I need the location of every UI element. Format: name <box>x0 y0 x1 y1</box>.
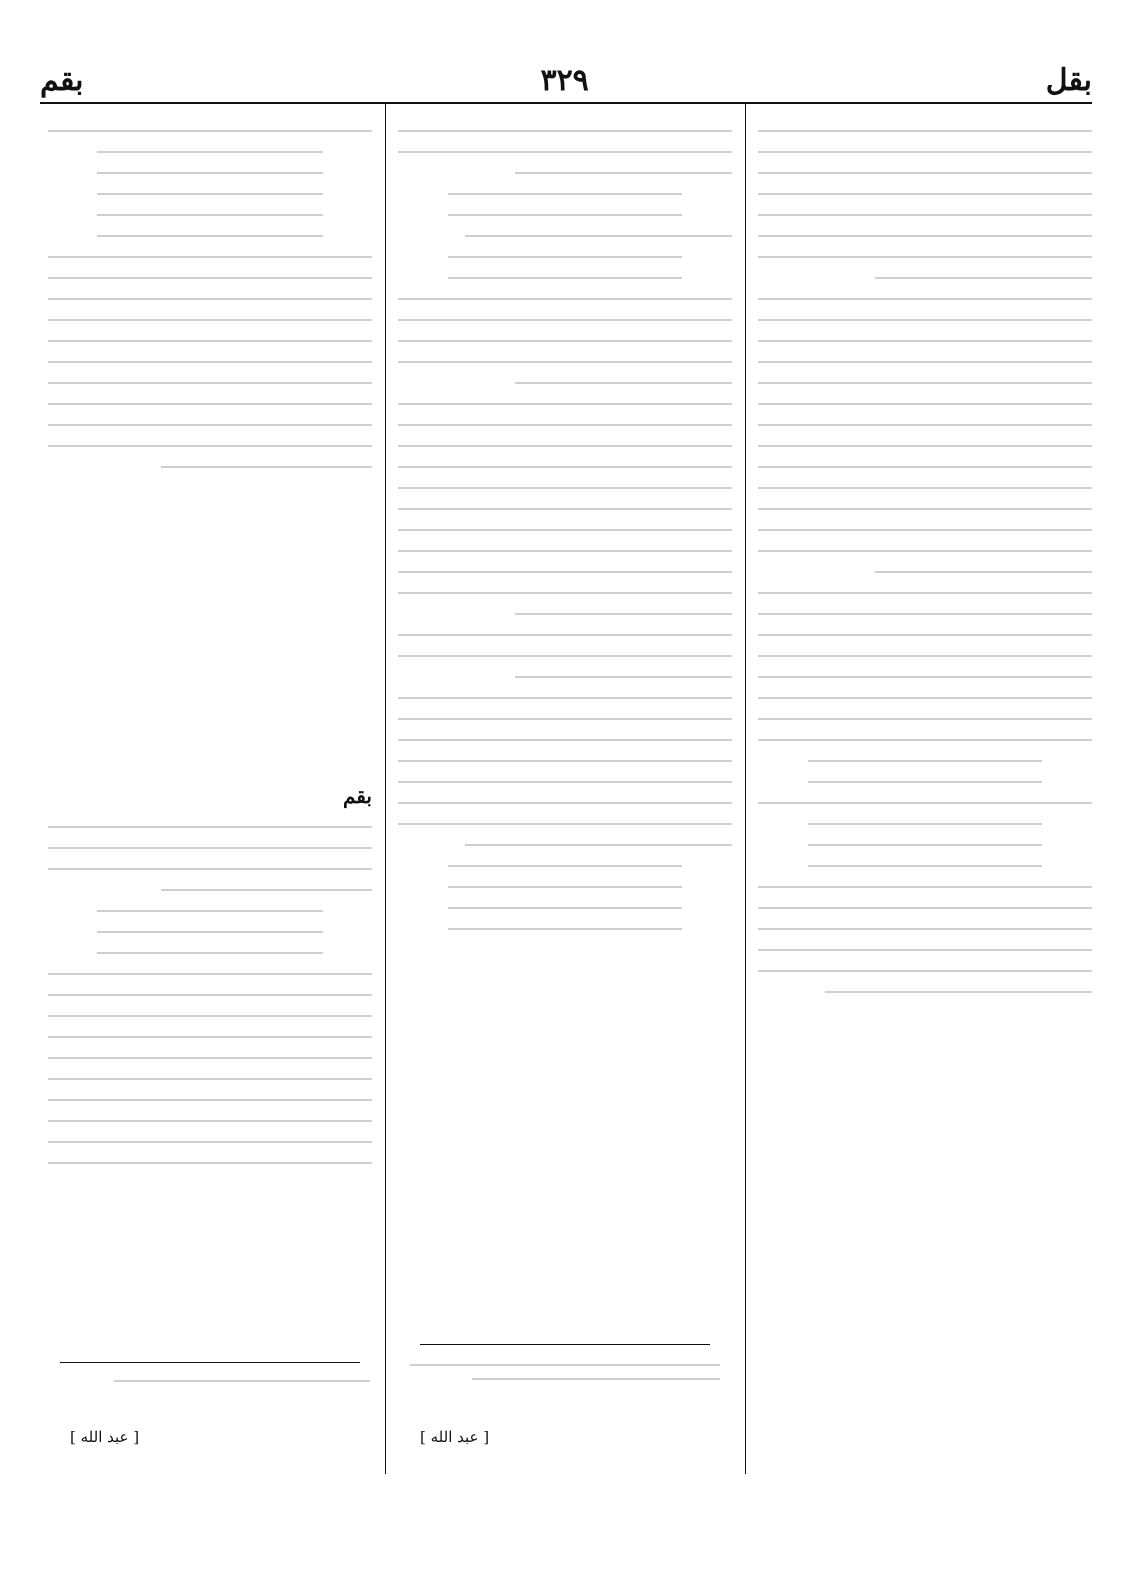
editor-mark: [ عبد الله ] <box>70 1428 140 1446</box>
editor-mark: [ عبد الله ] <box>420 1428 490 1446</box>
entry-heading: بقم <box>343 784 372 808</box>
header-rule <box>40 102 1092 104</box>
footnote-rule <box>60 1362 360 1363</box>
column-middle <box>390 112 740 1472</box>
column-left <box>40 112 380 1472</box>
column-divider <box>745 104 746 1474</box>
page-header <box>40 60 1092 100</box>
footnotes <box>410 1352 720 1392</box>
column-body <box>48 112 372 487</box>
page-number: ٣٢٩ <box>540 62 589 98</box>
entry-baqm <box>48 776 372 1183</box>
header-left-word: بقم <box>40 62 84 98</box>
column-right <box>750 112 1100 1472</box>
header-right-word: بقل <box>1045 62 1092 98</box>
footnote-rule <box>420 1344 710 1345</box>
column-divider <box>385 104 386 1474</box>
column-body <box>398 112 732 949</box>
footnotes <box>50 1368 370 1394</box>
column-body <box>758 112 1092 1012</box>
